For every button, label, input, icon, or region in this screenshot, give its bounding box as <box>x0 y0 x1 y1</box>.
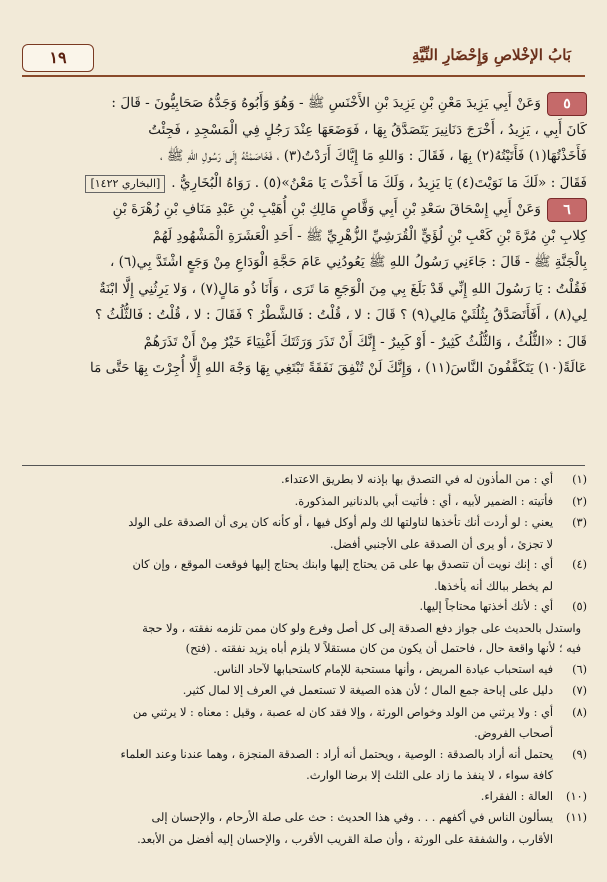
header-divider <box>22 75 585 77</box>
footnote-text: يحتمل أنه أراد بالصدقة : الوصية ، ويحتمل أنه أراد : الصدقة المنجزة ، وهما عندنا وعند العلماء <box>120 747 553 761</box>
footnote-text: أي : إنك نويت أن تتصدق بها على مَن يحتاج إليها وابنك يحتاج إليها فوقعت الموقع ، وإن كان <box>132 558 553 571</box>
hadith-line: بِالْجَنَّةِ ﷺ - قَالَ : جَاءَنِي رَسُولُ اللهِ ﷺ يَعُودُنِي عَامَ حَجَّةِ الْوَدَاعِ مِنْ وَجَعٍ اشْتَدَّ بِي(٦) ، <box>109 254 587 270</box>
chapter-title: بَابُ الإخْلاصِ وَإِحْضَارِ النِّيَّةِ <box>412 46 571 64</box>
footnote <box>22 470 587 491</box>
footnote-divider <box>22 465 585 466</box>
footnote-text: أي : من المأذون له في التصدق بها بإذنه لا بطريق الاعتداء. <box>280 473 553 486</box>
footnote <box>22 787 587 808</box>
footnote-continuation: لم يخطر ببالك أنه يأخذها. <box>433 579 553 593</box>
footnote-text: دليل على إباحة جمع المال ؛ لأن هذه الصيغة لا تستعمل في العرف إلا لمال كثير. <box>182 684 553 697</box>
footnote <box>22 808 587 829</box>
footnote-number: (٧) <box>572 684 587 697</box>
footnotes <box>22 470 587 850</box>
hadith-line <box>24 170 587 197</box>
hadith-line: فَقُلْتُ : يَا رَسُولَ اللهِ إِنِّي قَدْ بَلَغَ بِي مِنَ الْوَجَعِ مَا تَرَى ، وَأَنَا ذُو مَالٍ(٧) ، وَلا يَرِثُنِي إِلَّا ابْنَةٌ <box>99 280 587 297</box>
footnote-commentary: فيه ؛ لأنها واقعة حال ، فاحتمل أن يكون من كان مستقلاً لا يلزم أباه يزيد نفقته . (فتح) <box>185 642 581 655</box>
footnote <box>22 703 587 724</box>
page-number: ١٩ <box>22 44 94 72</box>
hadith-line: قَالَ : «الثُّلُثُ ، وَالثُّلُثُ كَثِيرٌ - أَوْ كَبِيرٌ - إِنَّكَ أَنْ تَذَرَ وَرَثَتَكَ أَغْنِيَاءَ خَيْرٌ مِنْ أَنْ تَذَرَهُمْ <box>143 333 587 350</box>
hadith-line: كِلابِ بْنِ مُرَّةَ بْنِ كَعْبِ بْنِ لُؤَيٍّ الْقُرَشِيِّ الزُّهْرِيِّ ﷺ - أَحَدِ الْعَشَرَةِ الْمَشْهُودِ لَهُمْ <box>152 227 587 244</box>
hadith-line <box>24 196 587 223</box>
footnote <box>22 745 587 766</box>
footnote-number: (١) <box>572 473 587 486</box>
hadith-6 <box>24 196 587 382</box>
footnote-text: العالة : الفقراء. <box>480 789 553 803</box>
footnote-text: يعني : لو أردت أنك تأخذها لناولتها لك ولم أوكل فيها ، أو كأنه كان يرى أن الصدقة على الولد <box>128 516 553 529</box>
hadith-line: لِي(٨) ، أَفَأَتَصَدَّقُ بِثُلُثَيْ مَالِي(٩) ؟ قَالَ : لا ، قُلْتُ : فَالشَّطْرُ ؟ فَقَالَ : لا ، قُلْتُ : فَالثُّلُثُ ؟ <box>95 307 587 323</box>
footnote-number: (٤) <box>572 558 587 571</box>
footnote <box>22 597 587 618</box>
footnote-number: (٨) <box>572 705 587 719</box>
hadith-line-text: وَعَنْ أَبِي يَزِيدَ مَعْنِ بْنِ يَزِيدَ بْنِ الأَخْنَسِ ﷺ - وَهُوَ وَأَبُوهُ وَجَدُّهُ صَحَابِيُّونَ - قَالَ : <box>111 95 541 111</box>
footnote-commentary: واستدل بالحديث على جواز دفع الصدقة إلى كل أصل وفرع ولو كان ممن تلزمه نفقته ، ولا حجة <box>142 621 581 635</box>
footnote-continuation: الأقارب ، والشفقة على الورثة ، وأن صلة القريب الأقرب ، والإحسان إليه أفضل من الأبعد. <box>137 832 553 846</box>
hadith-line-text: وَعَنْ أَبِي إِسْحَاقَ سَعْدِ بْنِ أَبِي وَقَّاصٍ مَالِكِ بْنِ أُهَيْبِ بْنِ عَبْدِ مَنَافِ بْنِ زُهْرَةَ بْنِ <box>112 201 541 217</box>
footnote-continuation: كافة سواء ، لا ينفذ ما زاد على الثلث إلا برضا الوارث. <box>306 769 553 782</box>
hadith-line: كَانَ أَبِي ، يَزِيدُ ، أَخْرَجَ دَنَانِيرَ يَتَصَدَّقُ بِهَا ، فَوَضَعَهَا عِنْدَ رَجُلٍ فِي الْمَسْجِدِ ، فَجِئْتُ <box>148 121 587 138</box>
footnote-number: (١٠) <box>566 789 587 803</box>
footnote <box>22 681 587 702</box>
footnote-text: فيه استحباب عيادة المريض ، وأنها مستحبة للإمام كاستحبابها لآحاد الناس. <box>213 662 553 676</box>
footnote <box>22 555 587 576</box>
hadith-line <box>24 90 587 117</box>
footnote-continuation: أصحاب الفروض. <box>474 727 553 740</box>
footnote-number: (٦) <box>572 662 587 676</box>
footnote-text: فأتيته : الضمير لأبيه ، أي : فأتيت أبي بالدنانير المذكورة. <box>294 494 553 508</box>
hadith-line-text: فَقَالَ : «لَكَ مَا نَوَيْتَ(٤) يَا يَزِيدُ ، وَلَكَ مَا أَخَذْتَ يَا مَعْنُ»(٥) . رَوَاهُ الْبُخَارِيُّ . <box>171 174 587 191</box>
footnote-number: (١١) <box>566 811 587 824</box>
footnote <box>22 492 587 513</box>
footnote-number: (٩) <box>572 747 587 761</box>
footnote-text: أي : لأنك أخذتها محتاجاً إليها. <box>419 600 553 613</box>
footnote-number: (٥) <box>572 600 587 613</box>
footnote-number: (٣) <box>572 516 587 529</box>
hadith-5 <box>24 90 587 196</box>
footnote-text: يسألون الناس في أكفهم . . . وفي هذا الحديث : حث على صلة الأرحام ، والإحسان إلى <box>151 811 553 824</box>
hadith-line: عَالَةً(١٠) يَتَكَفَّفُونَ النَّاسَ(١١) ، وَإِنَّكَ لَنْ تُنْفِقَ نَفَقَةً تَبْتَغِي بِهَا وَجْهَ اللهِ إِلَّا أُجِرْتَ بِهَا حَتَّى مَا <box>89 360 587 376</box>
hadith-text <box>24 90 587 382</box>
hadith-number-badge: ٦ <box>547 198 587 222</box>
footnote <box>22 513 587 534</box>
footnote-number: (٢) <box>572 494 587 508</box>
footnote-continuation: لا تجزئ ، أو يرى أن الصدقة على الأجنبي أفضل. <box>329 537 553 551</box>
source-reference: [البخاري ١٤٢٢] <box>85 175 165 193</box>
footnote-text: أي : ولا يرثني من الولد وخواص الورثة ، وإلا فقد كان له عصبة ، وقيل : معناه : لا يرثني من <box>132 705 553 719</box>
hadith-number-badge: ٥ <box>547 92 587 116</box>
page-header <box>22 40 585 74</box>
hadith-line: فَأَخَذْتُهَا(١) فَأَتَيْتُهُ(٢) بِهَا ، فَقَالَ : وَاللهِ مَا إِيَّاكَ أَرَدْتُ(٣) ، فَخَاصَمْتُهُ إِلَى رَسُولِ اللهِ ﷺ ، <box>159 148 587 164</box>
footnote <box>22 660 587 681</box>
